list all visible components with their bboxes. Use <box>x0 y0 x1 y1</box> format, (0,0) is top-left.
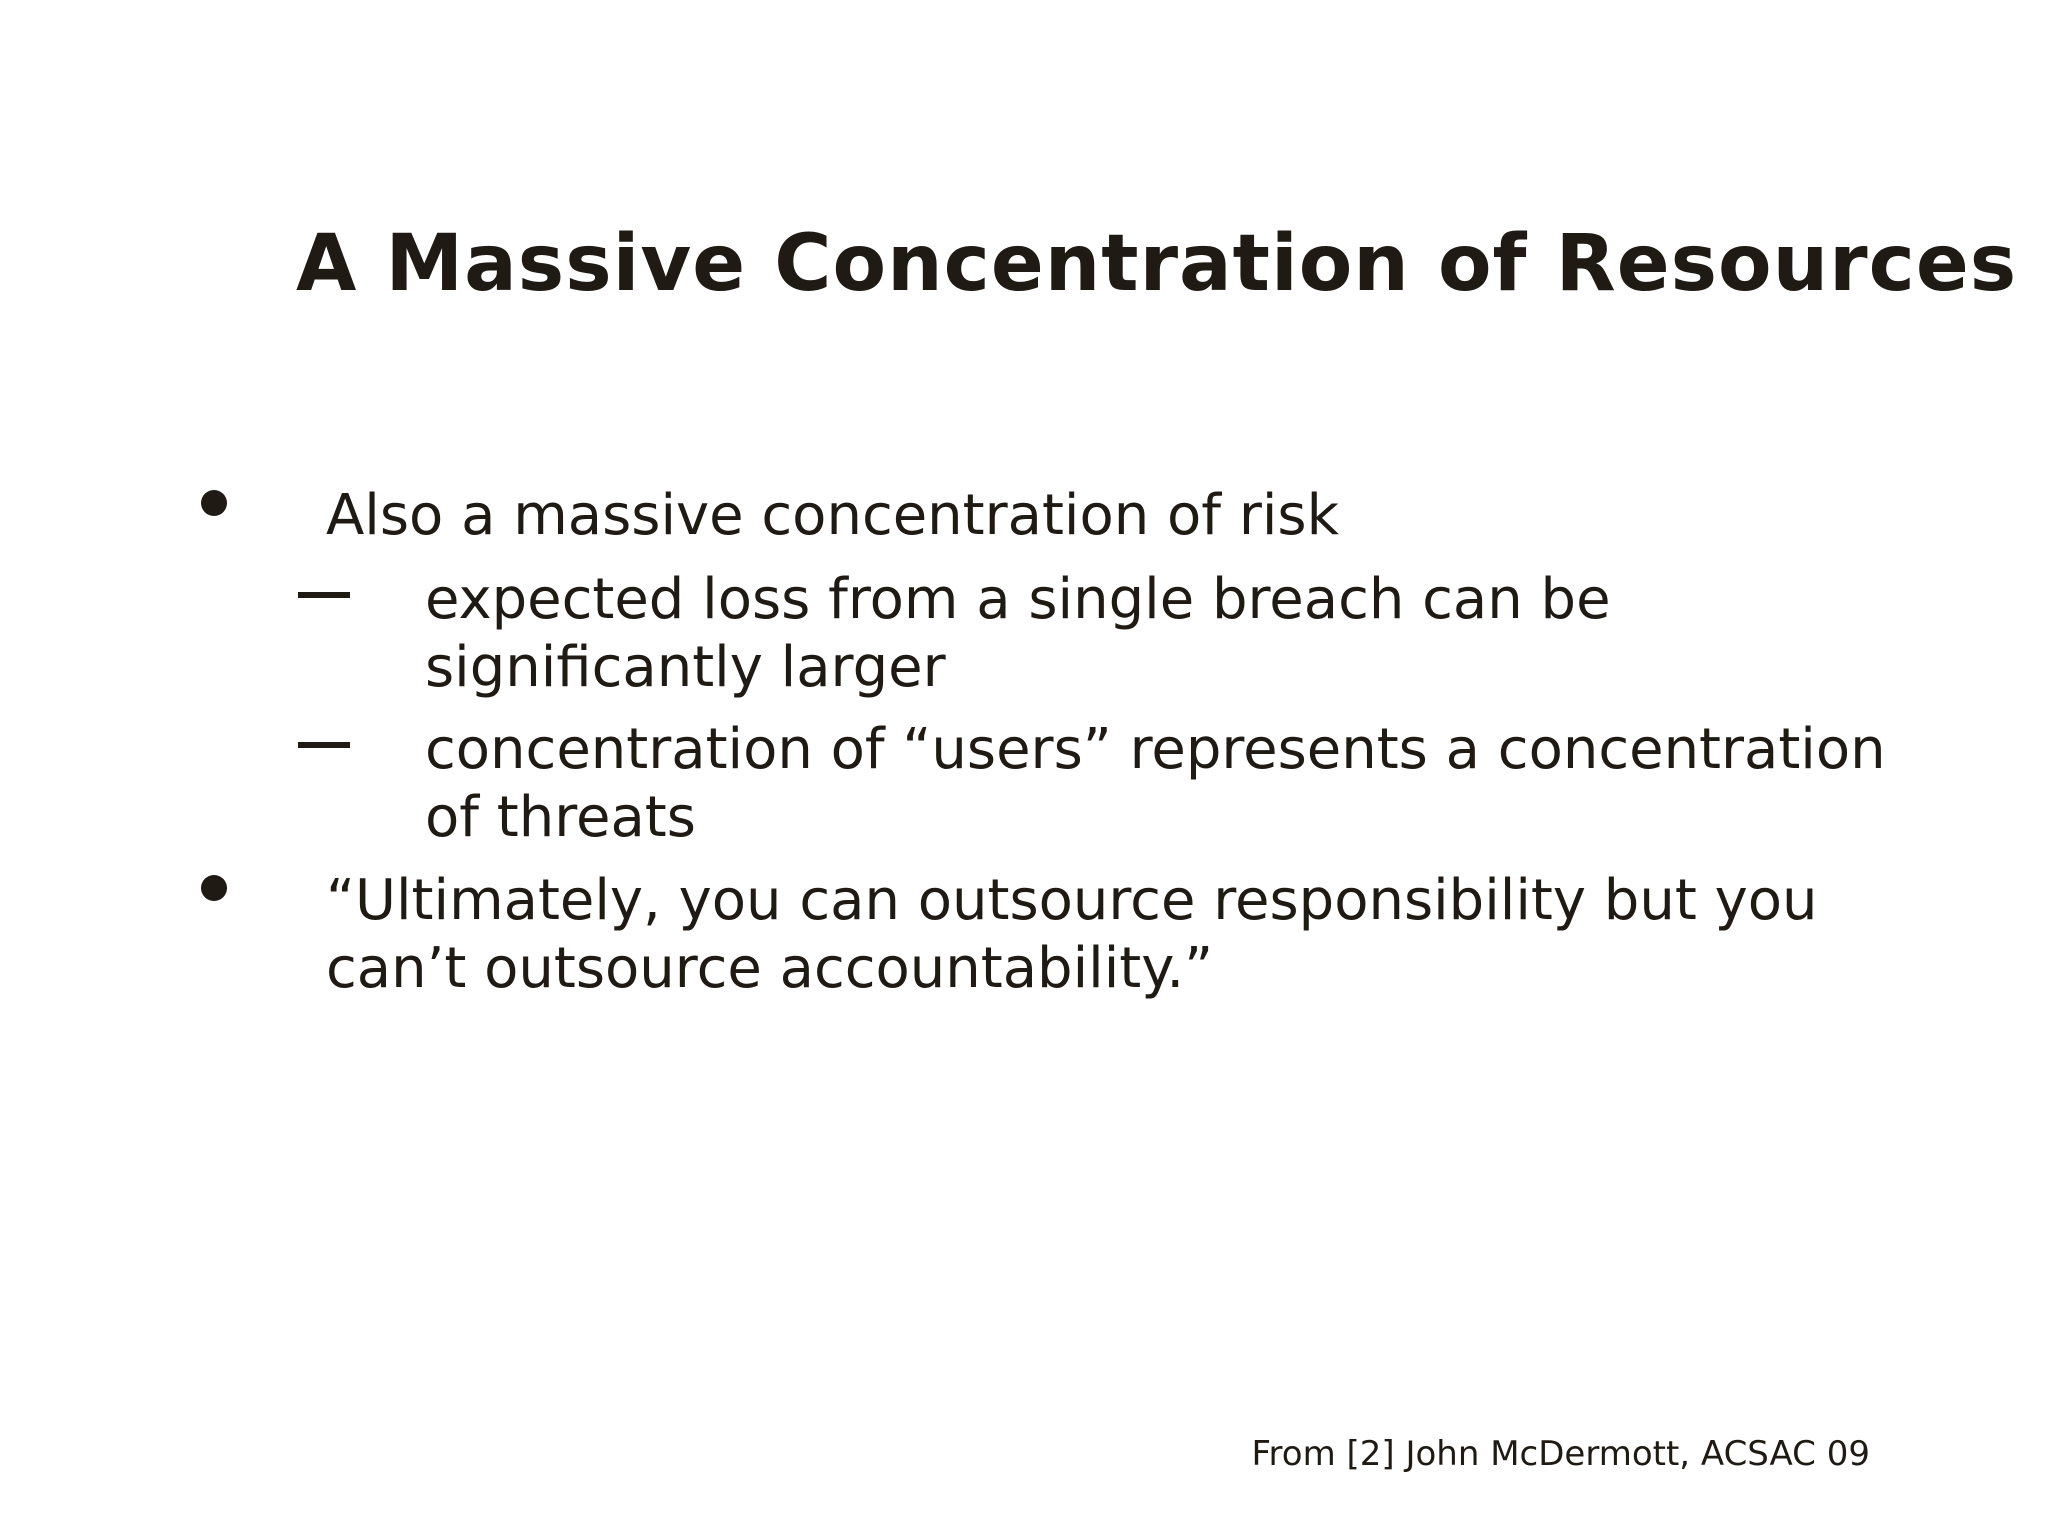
bullet-dot <box>201 490 227 516</box>
dash-marker <box>298 592 350 598</box>
bullet-text: “Ultimately, you can outsource responsibility but you can’t outsource accountability.” <box>326 868 1818 1001</box>
sub-bullet-text: expected loss from a single breach can be significantly larger <box>425 567 1611 700</box>
source-citation: From [2] John McDermott, ACSAC 09 <box>1251 1434 1870 1474</box>
bullet-text: Also a massive concentration of risk <box>326 483 1340 548</box>
bullet-dot <box>201 875 227 901</box>
dash-marker <box>298 742 350 748</box>
slide-title: A Massive Concentration of Resources <box>296 219 2018 309</box>
sub-bullet-text: concentration of “users” represents a concentration of threats <box>425 717 1886 850</box>
